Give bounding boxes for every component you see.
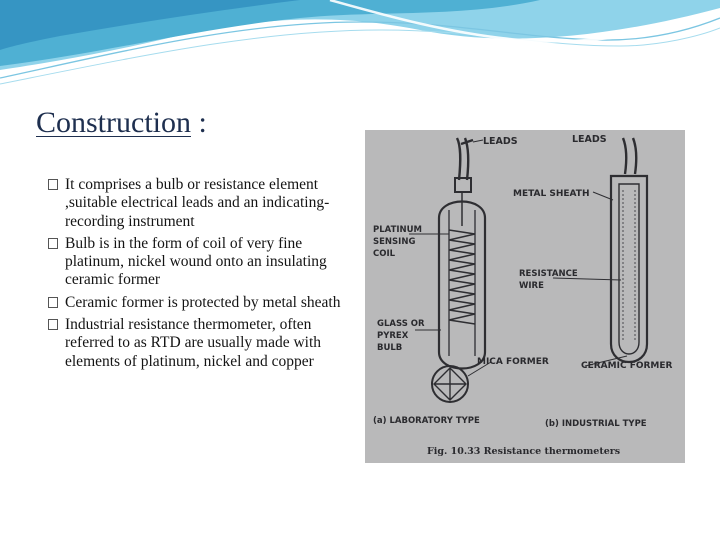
bullet-box-icon	[48, 179, 58, 190]
bullet-item	[48, 176, 348, 231]
bullet-text: Industrial resistance thermometer, often referred to as RTD are usually made with elements of platinum, nickel and copper	[65, 316, 322, 370]
header-swoosh-decoration	[0, 0, 720, 90]
industrial-leads-drawing	[623, 138, 636, 174]
bullet-box-icon	[48, 319, 58, 330]
bullet-item	[48, 316, 348, 371]
ceramic-former-drawing	[619, 184, 639, 354]
label-resistance-line1: RESISTANCE	[519, 269, 578, 279]
slide-title	[36, 106, 207, 140]
metal-sheath-drawing	[611, 176, 647, 362]
bullet-list	[48, 176, 348, 375]
slide-title-word: Construction	[36, 106, 191, 139]
bullet-item	[48, 294, 348, 312]
label-platinum-line2: SENSING	[373, 237, 416, 247]
label-leads-left: LEADS	[483, 136, 518, 147]
label-platinum-line3: COIL	[373, 249, 396, 259]
figure-caption: Fig. 10.33 Resistance thermometers	[427, 446, 621, 457]
label-resistance-line2: WIRE	[519, 281, 544, 291]
bullet-text: Bulb is in the form of coil of very fine platinum, nickel wound onto an insulating ceramic former	[65, 234, 327, 289]
lab-leads-drawing	[457, 138, 473, 180]
label-glass-line1: GLASS OR	[377, 319, 425, 329]
resistance-wire-drawing	[623, 190, 635, 340]
label-glass-line3: BULB	[377, 343, 403, 353]
label-platinum-line1: PLATINUM	[373, 225, 422, 235]
bullet-box-icon	[48, 297, 58, 308]
label-industrial-type: (b) INDUSTRIAL TYPE	[545, 419, 647, 429]
bullet-text: It comprises a bulb or resistance element ,suitable electrical leads and an indicating-recording instrument	[65, 176, 330, 230]
label-metal-sheath: METAL SHEATH	[513, 189, 590, 199]
glass-bulb-drawing	[439, 202, 485, 369]
bullet-item	[48, 235, 348, 290]
bullet-text: Ceramic former is protected by metal sheath	[65, 293, 341, 311]
lab-cap	[455, 178, 471, 192]
label-leader-lines	[409, 140, 627, 376]
resistance-thermometer-figure	[365, 130, 685, 463]
sensing-coil-drawing	[449, 230, 475, 324]
label-mica-former: MICA FORMER	[477, 357, 549, 367]
label-laboratory-type: (a) LABORATORY TYPE	[373, 416, 480, 426]
label-leads-right: LEADS	[572, 134, 607, 145]
slide-title-suffix: :	[191, 106, 207, 139]
label-glass-line2: PYREX	[377, 331, 409, 341]
bullet-box-icon	[48, 238, 58, 249]
label-ceramic-former: CERAMIC FORMER	[581, 361, 673, 371]
